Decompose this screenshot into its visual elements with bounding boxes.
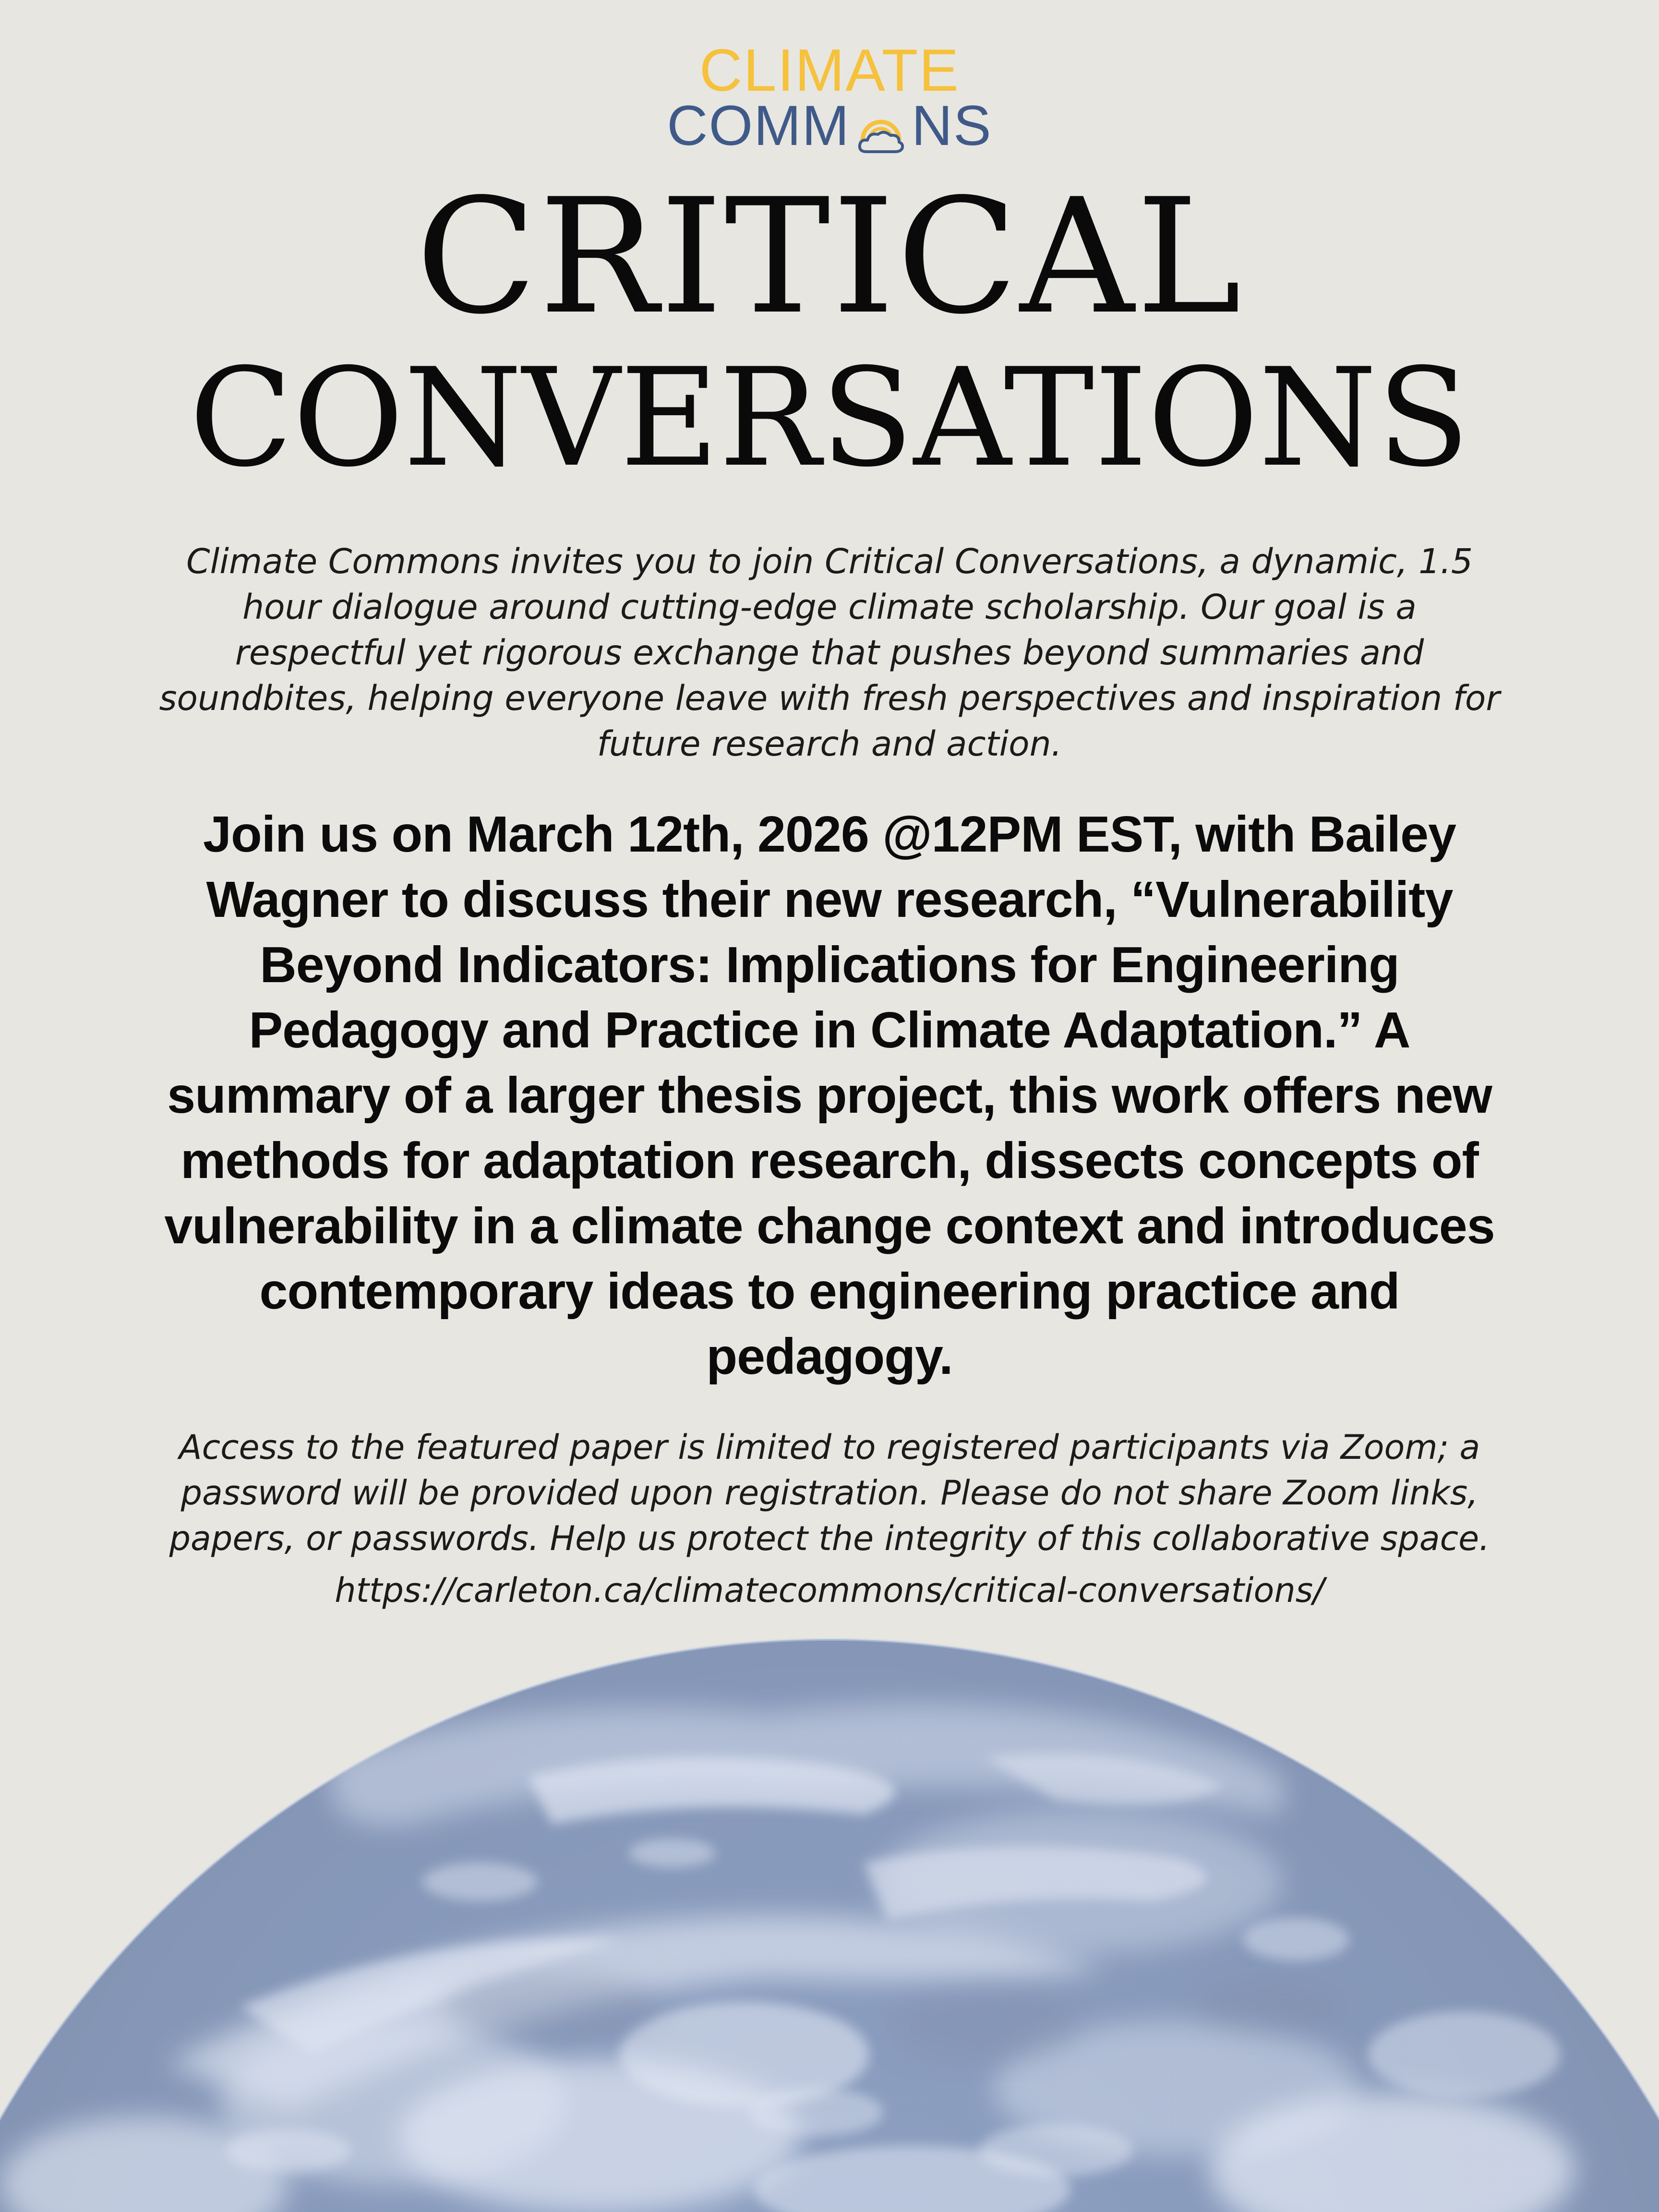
- logo-commons-part2: NS: [911, 94, 992, 157]
- climate-commons-logo: [0, 37, 1659, 157]
- event-url-link[interactable]: https://carleton.ca/climatecommons/critical-conversations/: [335, 1571, 1324, 1610]
- event-announcement: Join us on March 12th, 2026 @12PM EST, with Bailey Wagner to discuss their new research, “Vulnerability Beyond Indicators: Implications for Engineering Pedagogy and Practice in Climate Adaptation.” A summary of a larger thesis project, this work offers new methods for adaptation research, dissects concepts of vulnerability in a climate change context and introduces contemporary ideas to engineering practice and pedagogy.: [164, 806, 1495, 1385]
- logo-commons-part1: COMM: [667, 94, 850, 157]
- earth-globe-image: [0, 1632, 1659, 2212]
- logo-climate-text: CLIMATE: [699, 37, 960, 104]
- sun-cloud-icon: [852, 106, 910, 149]
- title-line-critical: CRITICAL: [416, 165, 1243, 349]
- logo-commons-text: [0, 94, 1659, 157]
- intro-paragraph: Climate Commons invites you to join Critical Conversations, a dynamic, 1.5 hour dialogue around cutting-edge climate scholarship. Our goal is a respectful yet rigorous exchange that pushes beyond summaries and soundbites, helping everyone leave with fresh perspectives and inspiration for future research and action.: [159, 541, 1500, 764]
- title-line-conversations: CONVERSATIONS: [189, 339, 1470, 497]
- access-note: Access to the featured paper is limited to registered participants via Zoom; a password will be provided upon registration. Please do not share Zoom links, papers, or passwords. Help us protect the integrity of this collaborative space.: [169, 1428, 1490, 1558]
